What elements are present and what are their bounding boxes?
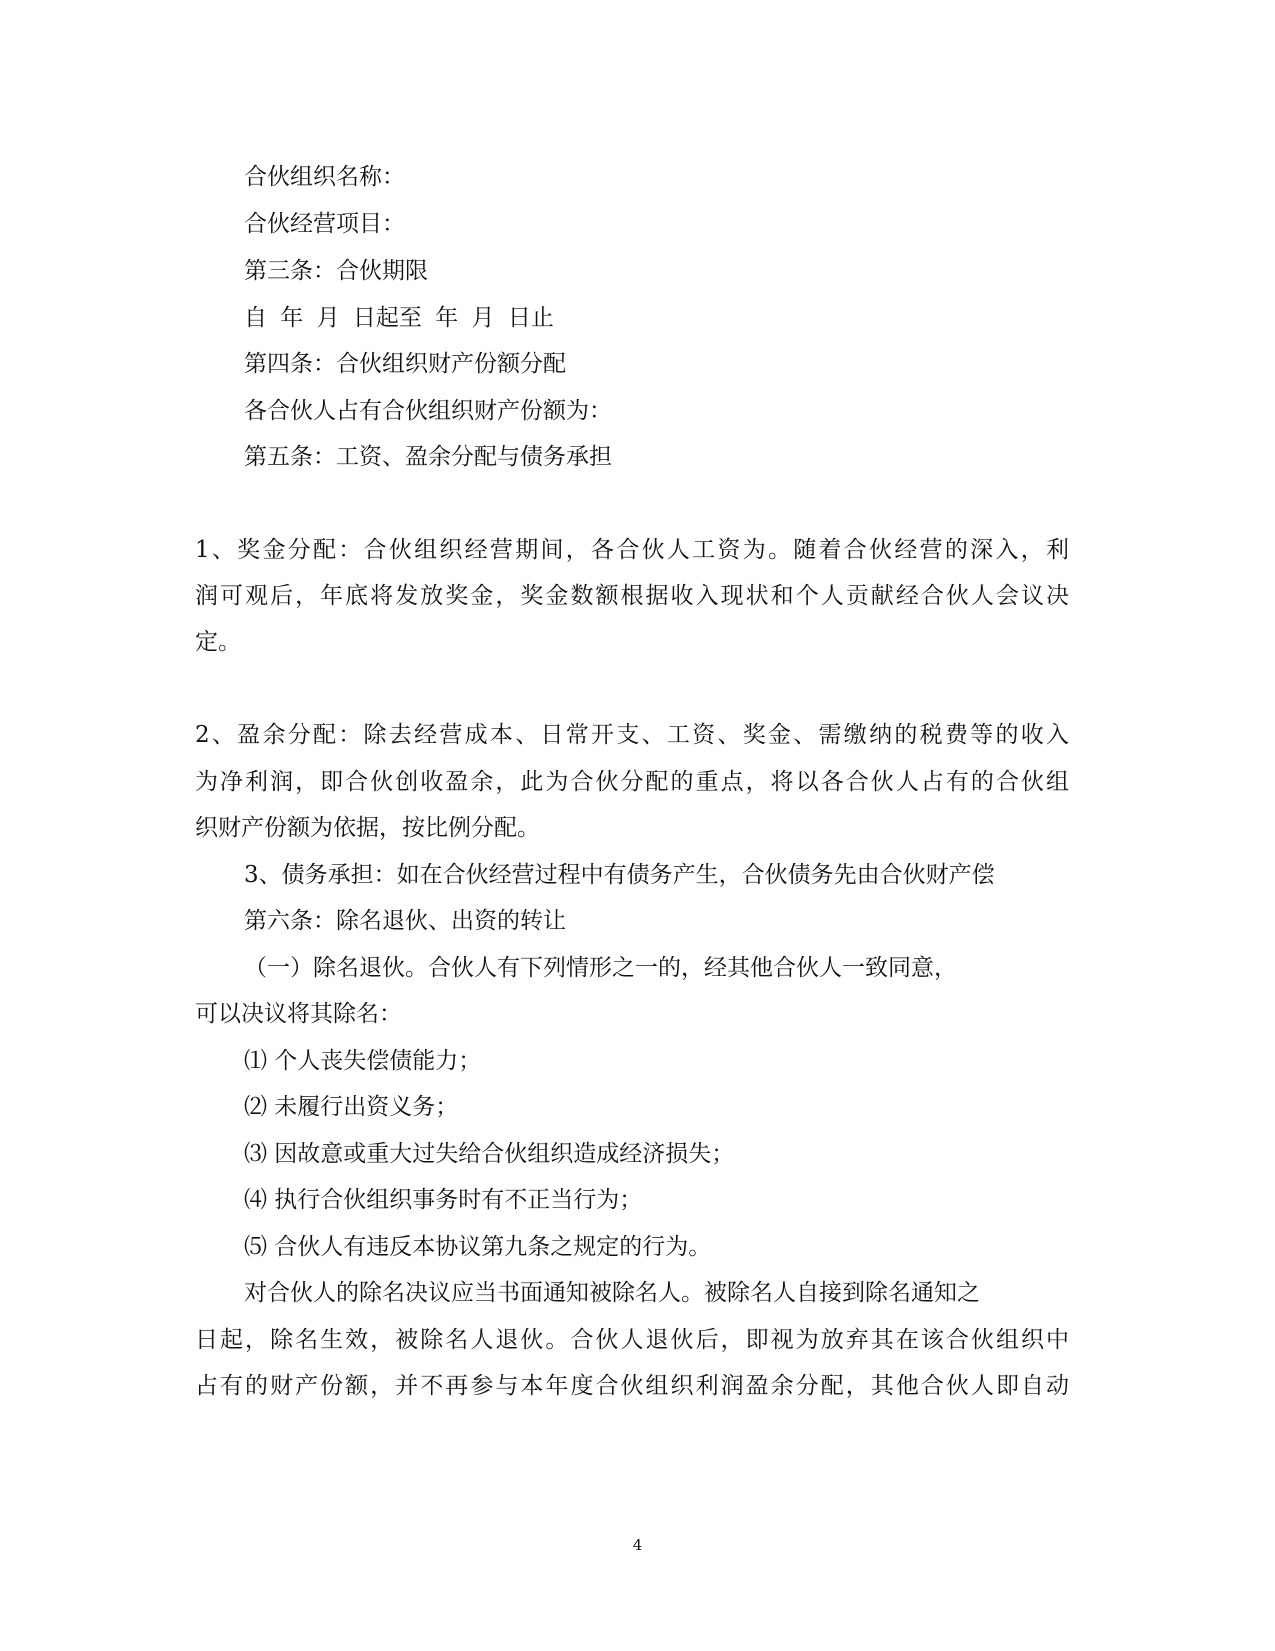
- property-share-line: 各合伙人占有合伙组织财产份额为：: [244, 398, 612, 424]
- article-3-heading: 第三条：合伙期限: [244, 258, 428, 284]
- expulsion-condition-4: ⑷ 执行合伙组织事务时有不正当行为；: [244, 1187, 643, 1213]
- partnership-name-line: 合伙组织名称：: [244, 164, 405, 190]
- bonus-paragraph-line-1: 1、奖金分配：合伙组织经营期间，各合伙人工资为。随着合伙经营的深入，利: [195, 537, 1069, 563]
- surplus-paragraph-line-2: 为净利润，即合伙创收盈余，此为合伙分配的重点，将以各合伙人占有的合伙组: [195, 769, 1069, 795]
- bonus-paragraph-line-2: 润可观后，年底将发放奖金，奖金数额根据收入现状和个人贡献经合伙人会议决: [195, 583, 1069, 609]
- article-4-heading: 第四条：合伙组织财产份额分配: [244, 351, 566, 377]
- notice-paragraph-line-1: 对合伙人的除名决议应当书面通知被除名人。被除名人自接到除名通知之: [244, 1280, 980, 1306]
- debt-paragraph-line: 3、债务承担：如在合伙经营过程中有债务产生，合伙债务先由合伙财产偿: [244, 862, 995, 888]
- expulsion-condition-2: ⑵ 未履行出资义务；: [244, 1094, 459, 1120]
- partnership-project-line: 合伙经营项目：: [244, 211, 405, 237]
- article-5-heading: 第五条：工资、盈余分配与债务承担: [244, 444, 612, 470]
- bonus-paragraph-line-3: 定。: [195, 629, 241, 655]
- notice-paragraph-line-3: 占有的财产份额，并不再参与本年度合伙组织利润盈余分配，其他合伙人即自动: [195, 1373, 1069, 1399]
- article-6-heading: 第六条：除名退伙、出资的转让: [244, 908, 566, 934]
- expulsion-paragraph-line-2: 可以决议将其除名：: [195, 1001, 402, 1027]
- expulsion-paragraph-line-1: （一）除名退伙。合伙人有下列情形之一的，经其他合伙人一致同意，: [244, 955, 957, 981]
- expulsion-condition-5: ⑸ 合伙人有违反本协议第九条之规定的行为。: [244, 1234, 712, 1260]
- expulsion-condition-1: ⑴ 个人丧失偿债能力；: [244, 1048, 482, 1074]
- expulsion-condition-3: ⑶ 因故意或重大过失给合伙组织造成经济损失；: [244, 1141, 735, 1167]
- term-period-line: 自 年 月 日起至 年 月 日止: [244, 305, 554, 331]
- surplus-paragraph-line-1: 2、盈余分配：除去经营成本、日常开支、工资、奖金、需缴纳的税费等的收入: [195, 722, 1069, 748]
- surplus-paragraph-line-3: 织财产份额为依据，按比例分配。: [195, 815, 540, 841]
- notice-paragraph-line-2: 日起，除名生效，被除名人退伙。合伙人退伙后，即视为放弃其在该合伙组织中: [195, 1327, 1069, 1353]
- page-number: 4: [632, 1536, 643, 1554]
